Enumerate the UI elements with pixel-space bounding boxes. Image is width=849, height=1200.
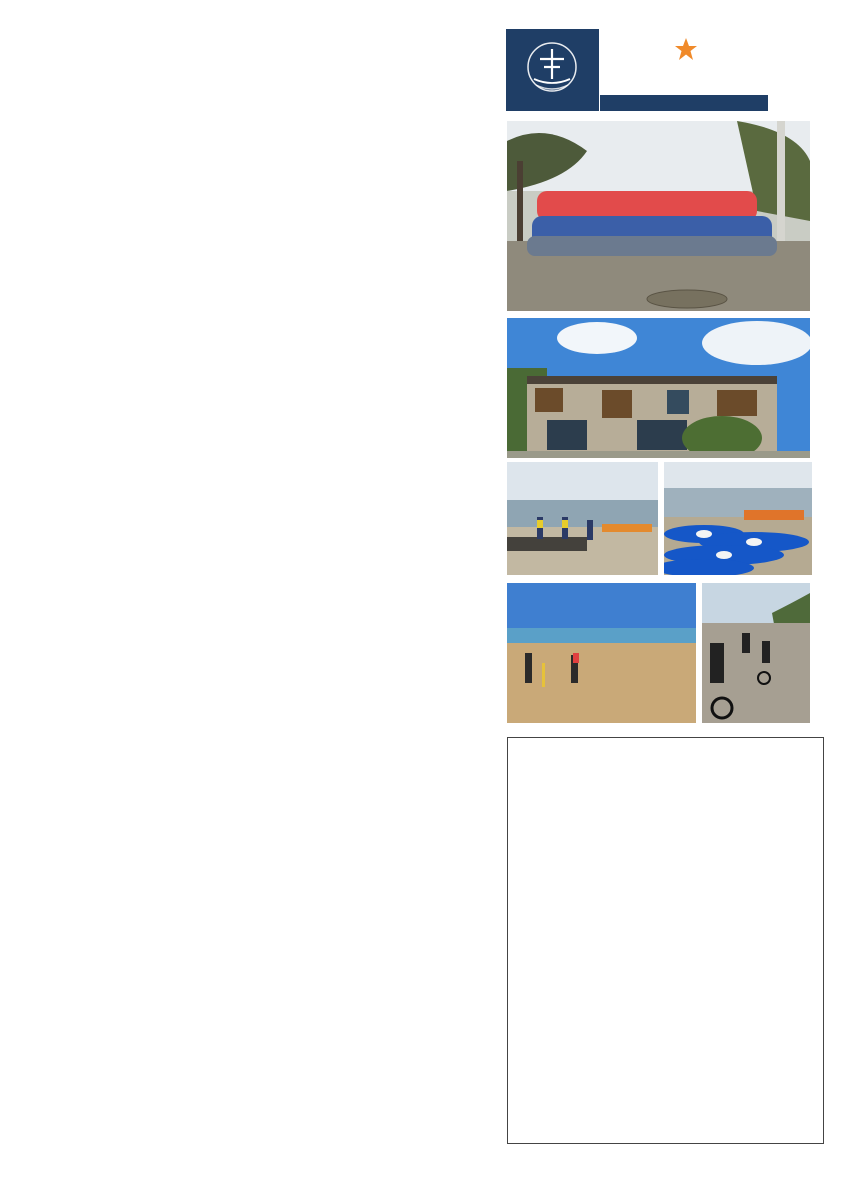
group-photo (507, 121, 810, 311)
bike-ride-photo (702, 583, 810, 723)
lodge-photo (507, 318, 810, 458)
school-logo (506, 29, 599, 111)
school-crest-icon (506, 29, 599, 111)
school-name-bar (600, 95, 768, 111)
kayaks-photo (664, 462, 812, 575)
camp-wyuna-logo (600, 29, 768, 111)
body-text (32, 182, 494, 200)
starfish-icon (674, 37, 698, 61)
canoe-beach-photo (507, 462, 658, 575)
beach-cricket-photo (507, 583, 696, 723)
itinerary-box (507, 737, 824, 1144)
